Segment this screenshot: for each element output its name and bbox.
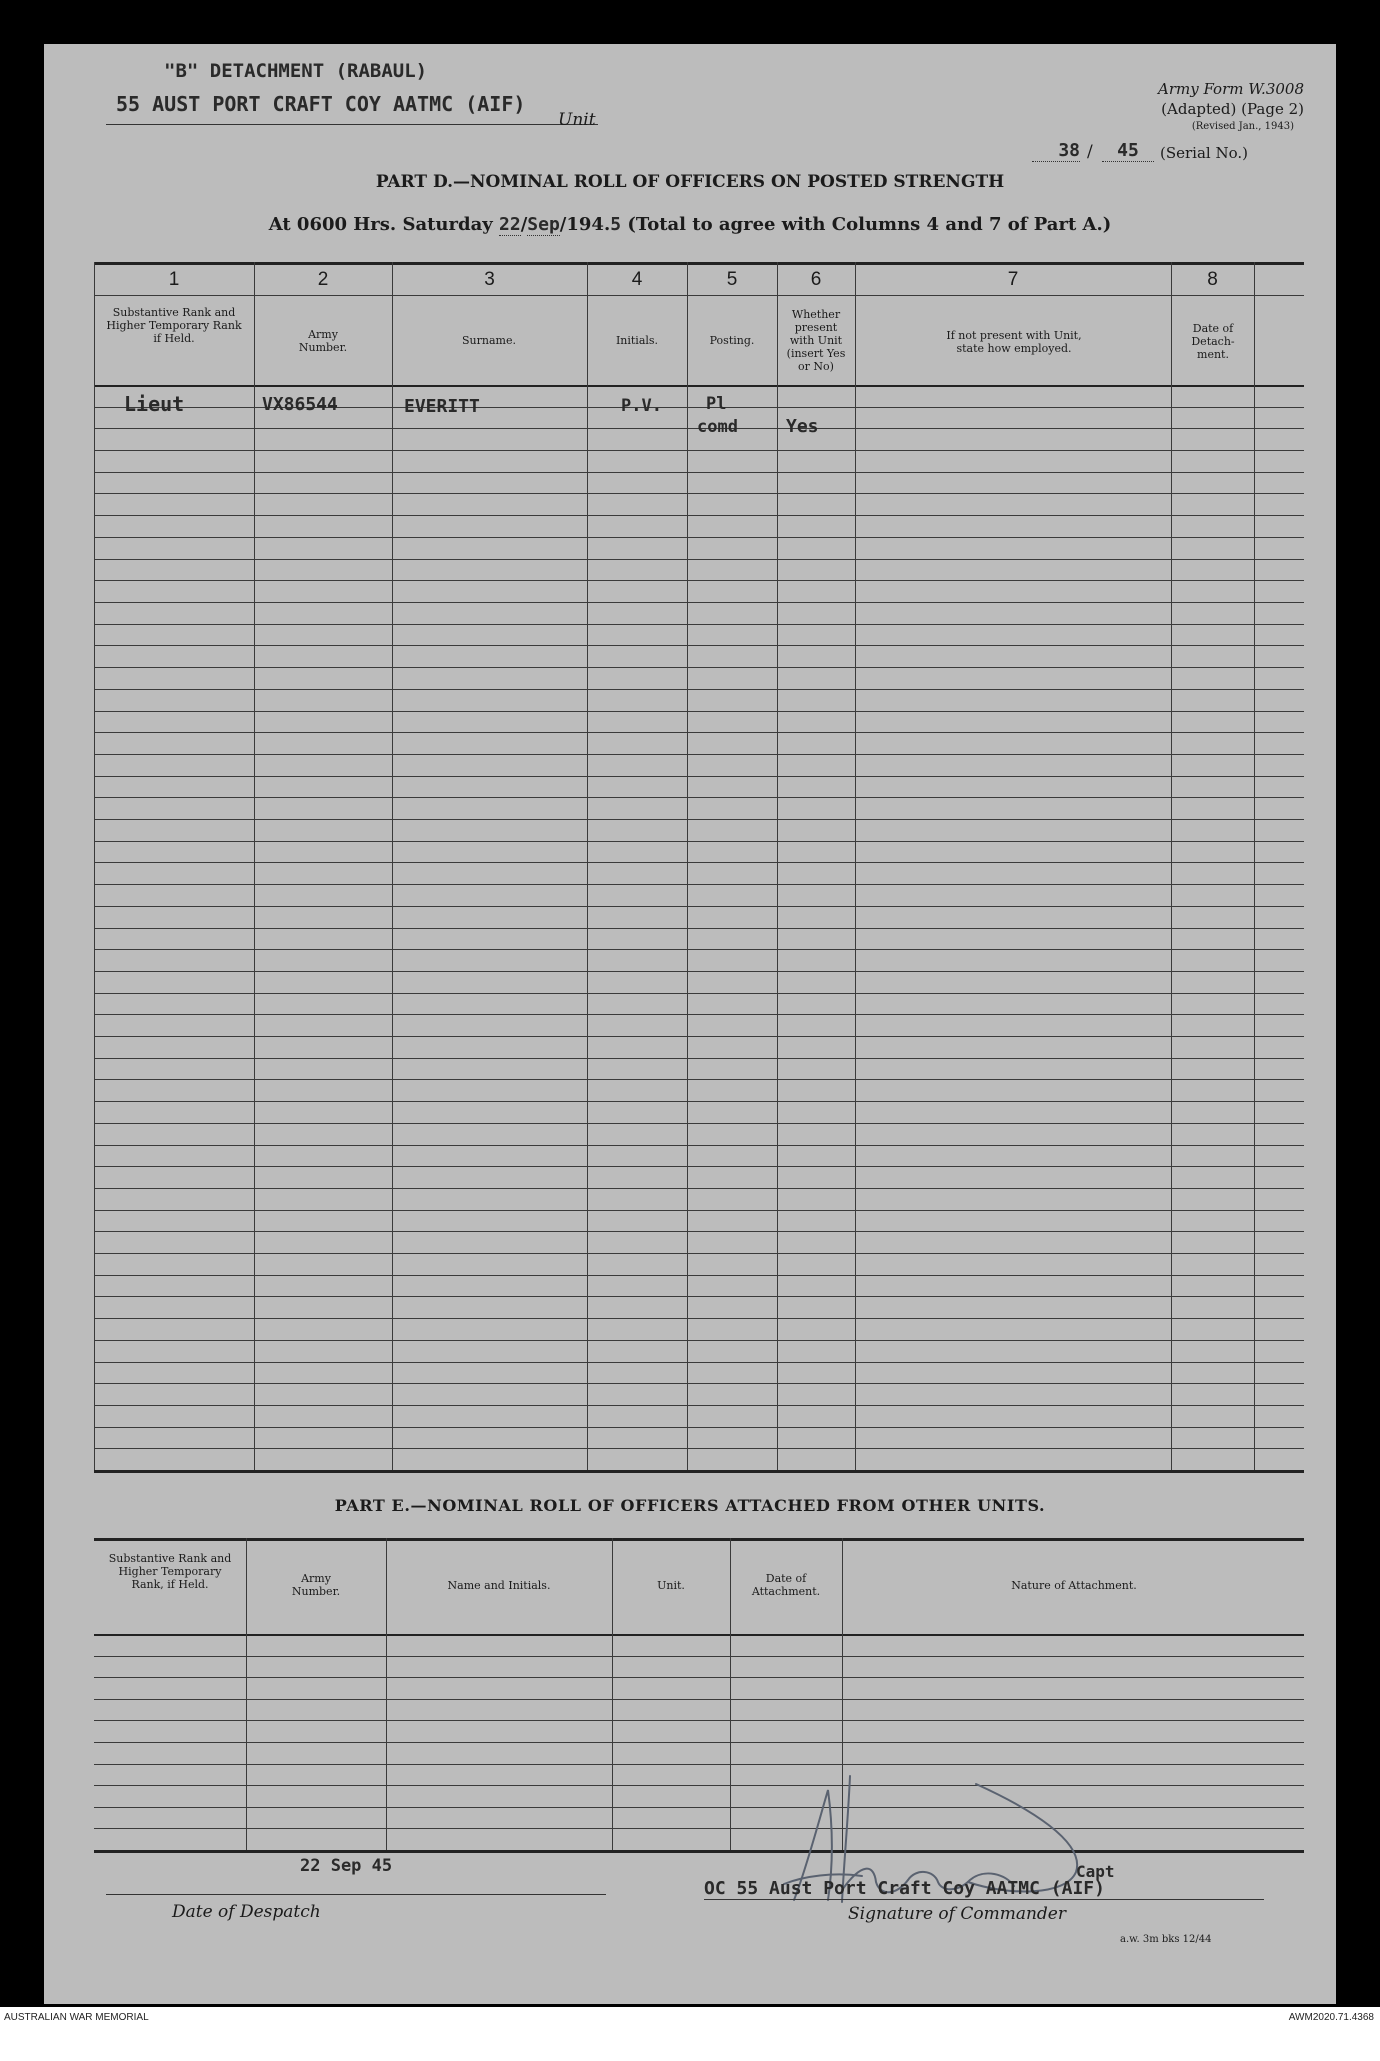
part-d-col-number: 2: [317, 269, 329, 290]
part-d-header-bottom: [94, 385, 1304, 387]
entry-present: Yes: [786, 416, 819, 437]
part-d-col-number: 6: [810, 269, 822, 290]
signature-label: Signature of Commander: [848, 1904, 1066, 1924]
rule-line: [94, 1014, 1304, 1015]
rule-line: [94, 537, 1304, 538]
part-d-col-number: 4: [631, 269, 643, 290]
part-d-col-header-army-number: Army Number.: [298, 328, 348, 354]
rule-line: [94, 580, 1304, 581]
rule-line: [94, 1275, 1304, 1276]
rule-line: [94, 993, 1304, 994]
part-d-col-border: [687, 262, 688, 1470]
part-d-col-border: [777, 262, 778, 1470]
archive-footer: [0, 2007, 1380, 2061]
part-d-number-divider: [94, 295, 1304, 296]
despatch-date: 22 Sep 45: [300, 1856, 393, 1876]
rule-line: [94, 1656, 1304, 1657]
part-e-col-header-unit: Unit.: [657, 1579, 685, 1592]
rule-line: [94, 1058, 1304, 1059]
rule-line: [94, 1210, 1304, 1211]
part-d-col-border: [392, 262, 393, 1470]
part-d-col-number: 8: [1207, 269, 1218, 290]
date-year-prefix: 194: [566, 214, 604, 235]
despatch-label: Date of Despatch: [172, 1902, 321, 1922]
part-d-title: PART D.—NOMINAL ROLL OF OFFICERS ON POSTED STRENGTH: [375, 172, 1005, 192]
rule-line: [94, 971, 1304, 972]
part-d-col-border: [94, 262, 95, 1470]
rule-line: [94, 624, 1304, 625]
rule-line: [94, 1405, 1304, 1406]
part-d-col-border: [254, 262, 255, 1470]
rule-line: [94, 559, 1304, 560]
rule-line: [94, 1166, 1304, 1167]
despatch-underline: [106, 1894, 606, 1895]
part-d-col-header-posting: Posting.: [709, 334, 755, 347]
rule-line: [94, 1448, 1304, 1449]
rule-line: [94, 493, 1304, 494]
rule-line: [94, 1253, 1304, 1254]
date-month: Sep: [527, 214, 560, 235]
rule-line: [94, 1318, 1304, 1319]
entry-posting-line2: comd: [697, 417, 738, 437]
part-e-col-header-date: Date of Attachment.: [751, 1572, 821, 1598]
rule-line: [94, 1720, 1304, 1721]
rule-line: [94, 689, 1304, 690]
unit-underline: [106, 124, 598, 125]
part-e-col-header-nature: Nature of Attachment.: [1011, 1579, 1137, 1592]
rule-line: [94, 515, 1304, 516]
rule-line: [94, 884, 1304, 885]
part-e-col-header-army-number: Army Number.: [291, 1572, 341, 1598]
part-e-col-border: [612, 1538, 613, 1850]
rule-line: [94, 819, 1304, 820]
form-revised: (Revised Jan., 1943): [1191, 121, 1294, 132]
entry-initials: P.V.: [621, 396, 662, 416]
part-d-col-number: 7: [1007, 269, 1019, 290]
part-e-col-border: [386, 1538, 387, 1850]
rule-line: [94, 754, 1304, 755]
part-d-col-header-rank: Substantive Rank and Higher Temporary Rank if Held.: [106, 306, 242, 345]
rule-line: [94, 1101, 1304, 1102]
part-d-col-header-surname: Surname.: [462, 334, 516, 347]
part-e-title: PART E.—NOMINAL ROLL OF OFFICERS ATTACHED FROM OTHER UNITS.: [334, 1496, 1046, 1515]
form-name: Army Form W.3008: [1158, 80, 1304, 98]
rule-line: [94, 1362, 1304, 1363]
date-line-prefix: At 0600 Hrs. Saturday: [268, 214, 493, 235]
rule-line: [94, 1123, 1304, 1124]
part-d-top-border: [94, 262, 1304, 265]
entry-rank: Lieut: [124, 392, 185, 416]
form-adapted: (Adapted) (Page 2): [1161, 100, 1304, 118]
rule-line: [94, 602, 1304, 603]
detachment-heading: "B" DETACHMENT (RABAUL): [164, 60, 428, 82]
part-d-col-number: 5: [726, 269, 738, 290]
form-sheet: [44, 44, 1336, 2004]
rule-line: [94, 472, 1304, 473]
date-year-digit: 5: [610, 214, 622, 235]
part-d-col-header-present: Whether present with Unit (insert Yes or No): [786, 308, 846, 373]
part-d-date-line: At 0600 Hrs. Saturday 22/Sep/194.5 (Total to agree with Columns 4 and 7 of Part A.): [268, 214, 1112, 235]
part-d-col-border: [855, 262, 856, 1470]
print-code: a.w. 3m bks 12/44: [1120, 1934, 1212, 1945]
rule-line: [94, 862, 1304, 863]
unit-name: 55 AUST PORT CRAFT COY AATMC (AIF): [116, 92, 526, 116]
part-e-col-border: [246, 1538, 247, 1850]
part-e-col-header-rank: Substantive Rank and Higher Temporary Rank, if Held.: [108, 1552, 232, 1591]
rule-line: [94, 906, 1304, 907]
rule-line: [94, 1036, 1304, 1037]
rule-line: [94, 1145, 1304, 1146]
part-d-col-border: [1254, 262, 1255, 1470]
rule-line: [94, 1699, 1304, 1700]
rule-line: [94, 711, 1304, 712]
serial-number-left: 38: [1032, 140, 1080, 162]
date-line-suffix: (Total to agree with Columns 4 and 7 of Part A.): [627, 214, 1112, 235]
part-d-col-number: 3: [484, 269, 495, 290]
rule-line: [94, 1296, 1304, 1297]
part-e-header-bottom: [94, 1634, 1304, 1636]
rule-line: [94, 1340, 1304, 1341]
part-d-col-header-employed: If not present with Unit, state how employed.: [946, 329, 1082, 355]
part-d-col-number: 1: [168, 269, 180, 290]
rule-line: [94, 776, 1304, 777]
part-e-top-border: [94, 1538, 1304, 1541]
part-d-col-header-detachment: Date of Detach- ment.: [1191, 322, 1235, 361]
part-d-bottom-border: [94, 1470, 1304, 1473]
part-d-col-header-initials: Initials.: [615, 334, 659, 347]
commander-unit: OC 55 Aust Port Craft Coy AATMC (AIF): [704, 1878, 1105, 1899]
entry-posting-line1: Pl: [706, 394, 727, 414]
rule-line: [94, 1742, 1304, 1743]
entry-surname: EVERITT: [404, 396, 480, 417]
part-d-col-border: [1171, 262, 1172, 1470]
entry-army-number: VX86544: [262, 394, 338, 415]
serial-label: (Serial No.): [1160, 144, 1248, 162]
unit-label: Unit: [558, 110, 596, 130]
signature-underline: [704, 1899, 1264, 1900]
rule-line: [94, 1677, 1304, 1678]
rule-line: [94, 667, 1304, 668]
rule-line: [94, 1079, 1304, 1080]
serial-separator: /: [1087, 142, 1093, 162]
rule-line: [94, 732, 1304, 733]
rule-line: [94, 949, 1304, 950]
rule-line: [94, 1383, 1304, 1384]
rule-line: [94, 797, 1304, 798]
rule-line: [94, 645, 1304, 646]
rule-line: [94, 1231, 1304, 1232]
commander-rank: Capt: [1076, 1862, 1115, 1881]
rule-line: [94, 1427, 1304, 1428]
part-e-col-header-name: Name and Initials.: [447, 1579, 551, 1592]
rule-line: [94, 841, 1304, 842]
rule-line: [94, 1188, 1304, 1189]
archive-institution: AUSTRALIAN WAR MEMORIAL: [4, 2012, 149, 2023]
archive-reference: AWM2020.71.4368: [1288, 2012, 1374, 2023]
date-day: 22: [499, 214, 521, 235]
serial-number-right: 45: [1102, 140, 1154, 162]
rule-line: [94, 450, 1304, 451]
part-d-col-border: [587, 262, 588, 1470]
rule-line: [94, 928, 1304, 929]
